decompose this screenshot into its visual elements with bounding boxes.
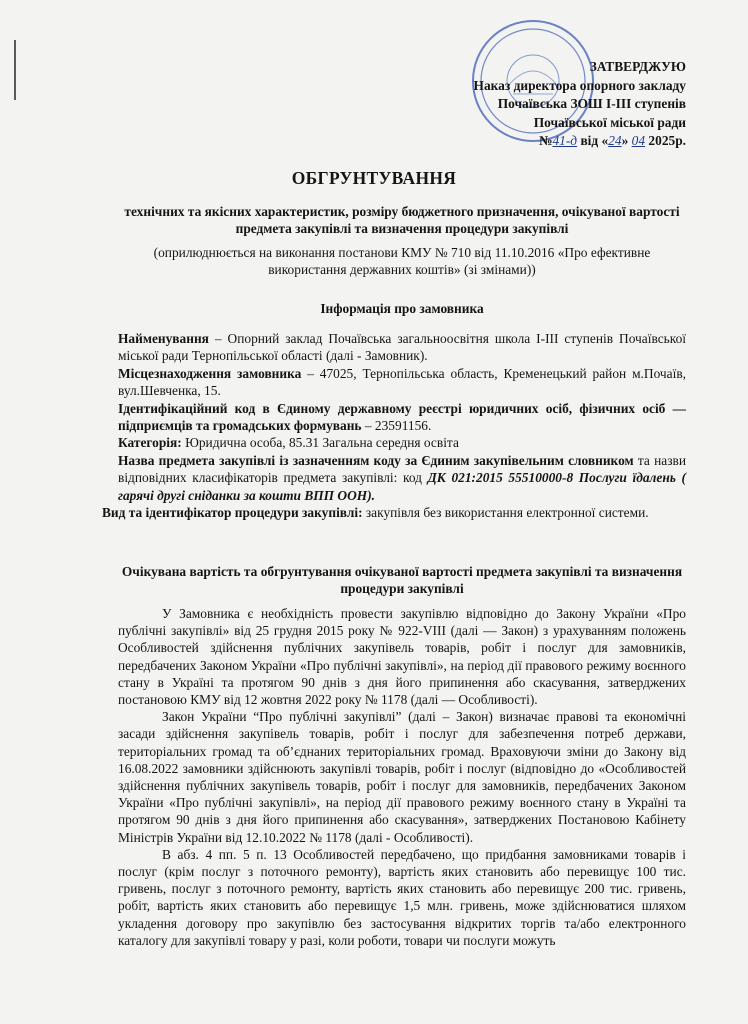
order-month: 04 [631,133,646,149]
document-subtitle: технічних та якісних характеристик, розміру бюджетного призначення, очікуваної вартості предмета закупівлі та визначення процедури закупівлі [124,204,680,237]
order-day: 24 [608,133,622,149]
procurement-procedure: Вид та ідентифікатор процедури закупівлі: закупівля без використання електронної системи. [102,505,649,521]
procurement-subject: Назва предмета закупівлі із зазначенням коду за Єдиним закупівельним словником та назви відповідних класифікаторів предмета закупівлі: код ДК 021:2015 55510000-8 Послуги їдалень ( гарячі другі сніданки за кошти ВПП ООН). [118,452,687,503]
approval-block [474,58,686,151]
approval-number-date: №41-д від «24» 04 2025р. [538,133,686,149]
customer-name: Найменування – Опорний заклад Почаївська загальноосвітня школа І-ІІІ ступенів Почаївської міської ради Тернопільської області (далі - Замовник). [118,331,686,364]
customer-info [102,330,687,521]
customer-category: Категорія: Юридична особа, 85.31 Загальна середня освіта [118,435,459,451]
approval-heading: ЗАТВЕРДЖУЮ [589,59,686,74]
cost-body [118,605,686,949]
customer-heading: Інформація про замовника [320,301,484,316]
approval-council: Почаївської міської ради [533,114,686,130]
order-number: 41-д [552,133,578,149]
cost-paragraph-2: Закон України “Про публічні закупівлі” (далі – Закон) визначає правові та економічні засади здійснення закупівель товарів, робіт і послуг для забезпечення потреб держави, територіальних громад та об’єднаних територіальних громад. Враховуючи зміни до Закону від 16.08.2022 замовники здійснюють закупівлі товарів, робіт і послуг (відповідно до «Особливостей здійснення публічних закупівель товарів, робіт і послуг для замовників, передбачених Законом України «Про публічні закупівлі», на період дії правового режиму воєнного стану в Україні та протягом 90 днів з дня його припинення або скасування», затверджених Постановою Кабінету Міністрів України від 12.10.2022 № 1178 (далі - Особливості). [118,709,686,845]
customer-code: Ідентифікаційний код в Єдиному державному реєстрі юридичних осіб, фізичних осіб — підприємців та громадських формувань – 23591156. [118,400,686,434]
approval-school: Почаївська ЗОШ І-ІІІ ступенів [497,96,686,112]
cost-paragraph-3: В абз. 4 пп. 5 п. 13 Особливостей передбачено, що придбання замовниками товарів і послуг (крім послуг з поточного ремонту), вартість яких становить або перевищує 100 тис. гривень, послуг з поточного ремонту, вартість яких становить або перевищує 200 тис. гривень, робіт, вартість яких становить або перевищує 1,5 млн. гривень, може здійснюватися шляхом укладення договору про закупівлю без застосування відкритих торгів та/або електронного каталогу для закупівлі товару у разі, коли роботи, товари чи послуги можуть [118,846,686,948]
cost-heading: Очікувана вартість та обгрунтування очікуваної вартості предмета закупівлі та визначення процедури закупівлі [121,564,683,597]
scan-artifact [14,40,16,100]
document-note: (оприлюднюється на виконання постанови КМУ № 710 від 11.10.2016 «Про ефективне використання державних коштів» (зі змінами)) [153,245,651,278]
document-title: ОБГРУНТУВАННЯ [291,168,457,188]
cost-paragraph-1: У Замовника є необхідність провести закупівлю відповідно до Закону України «Про публічні закупівлі» від 25 грудня 2015 року № 922-VIII (далі — Закон) з урахуванням положень Особливостей здійснення публічних закупівель товарів, робіт і послуг для замовників, передбачених Законом України «Про публічні закупівлі», на період дії правового режиму воєнного стану в Україні та протягом 90 днів з дня його припинення або скасування, затверджених постановою КМУ від 12 жовтня 2022 року № 1178 (далі — Особливості). [118,606,686,708]
approval-order: Наказ директора опорного закладу [473,77,686,93]
customer-location: Місцезнаходження замовника – 47025, Тернопільська область, Кременецький район м.Почаїв, вул.Шевченка, 15. [118,365,686,399]
